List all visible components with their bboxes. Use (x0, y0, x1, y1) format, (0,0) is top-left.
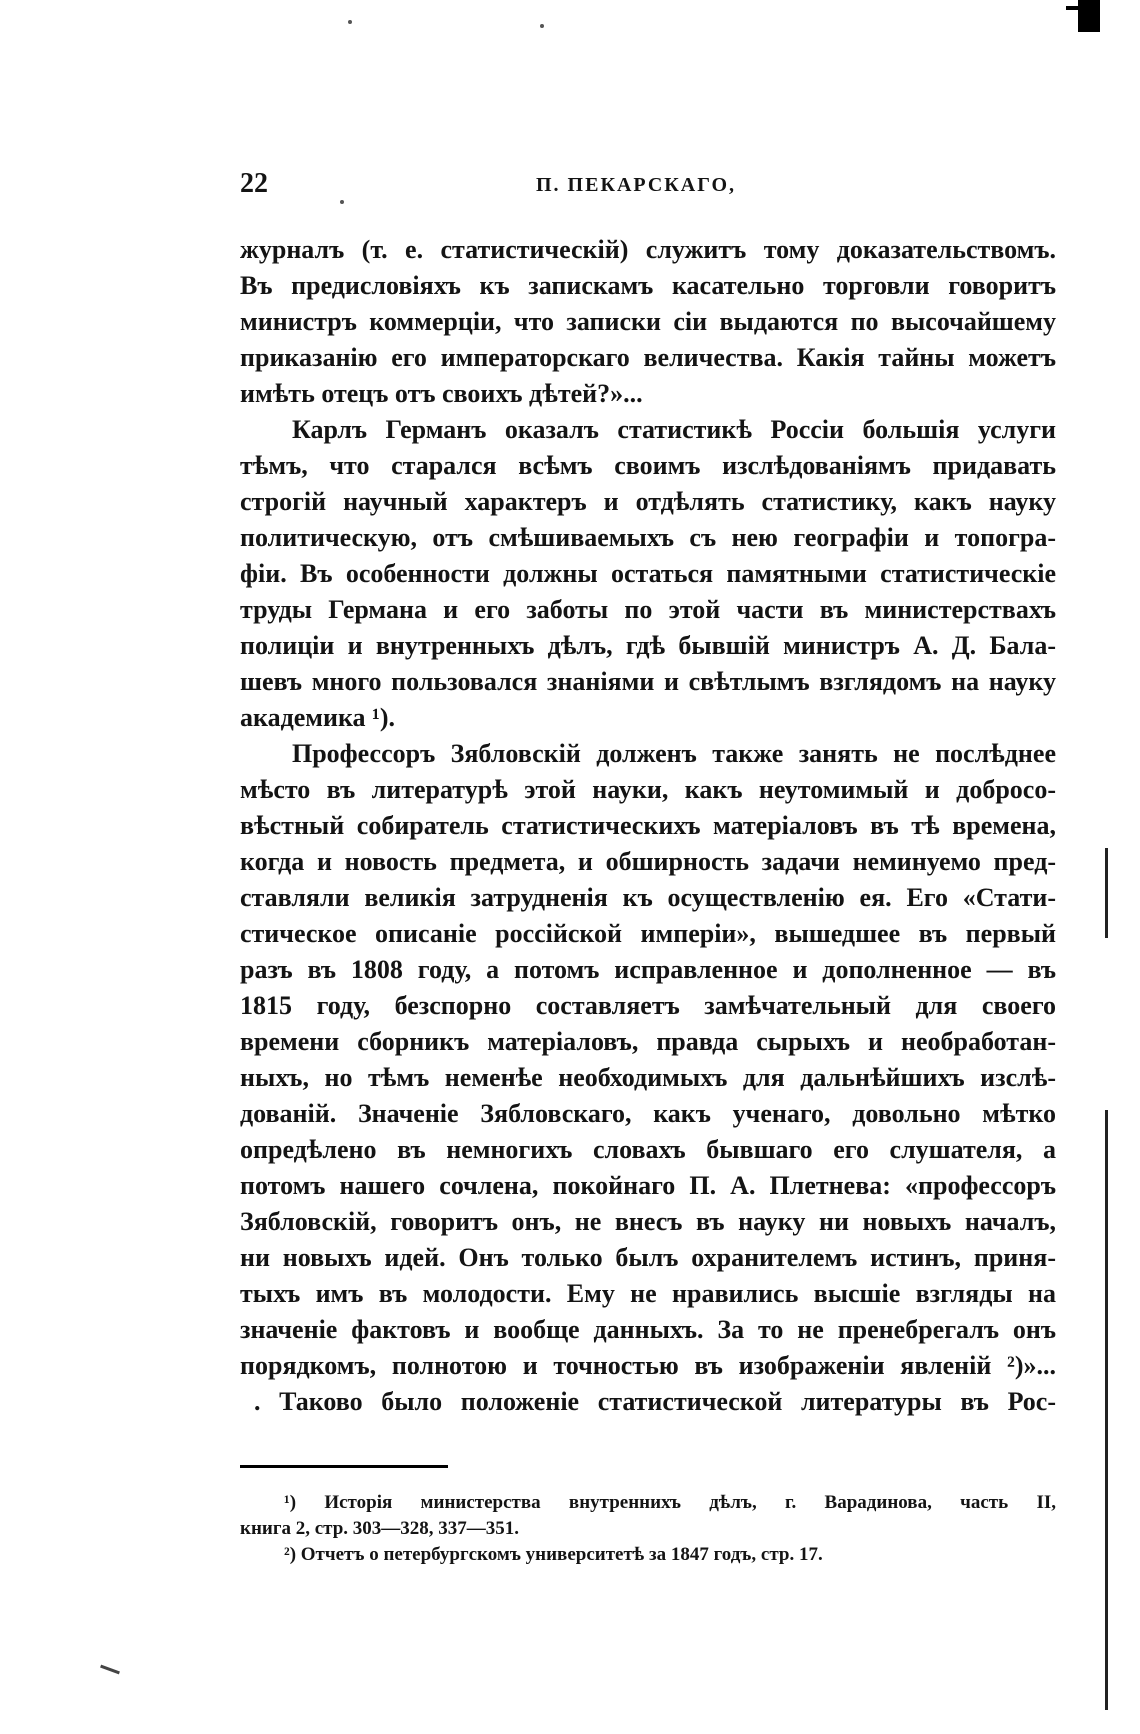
page-number: 22 (240, 168, 268, 199)
text-line: академика ¹). (240, 703, 396, 732)
text-line: тѣмъ, что старался всѣмъ своимъ изслѣдованіямъ придавать (240, 451, 1056, 480)
footnote-line: книга 2, стр. 303—328, 337—351. (240, 1518, 520, 1539)
text-line: полиціи и внутренныхъ дѣлъ, гдѣ бывшій министръ А. Д. Бала- (240, 631, 1056, 660)
text-line: ныхъ, но тѣмъ неменѣе необходимыхъ для дальнѣйшихъ изслѣ- (240, 1063, 1056, 1092)
text-line: разъ въ 1808 году, а потомъ исправленное и дополненное — въ (240, 955, 1056, 984)
text-line: труды Германа и его заботы по этой части въ министерствахъ (240, 595, 1056, 624)
text-line: ни новыхъ идей. Онъ только былъ охранителемъ истинъ, приня- (240, 1243, 1056, 1272)
text-line: строгій научный характеръ и отдѣлять статистику, какъ науку (240, 487, 1056, 516)
text-line: . Таково было положеніе статистической литературы въ Рос- (254, 1387, 1056, 1416)
text-line: Карлъ Германъ оказалъ статистикѣ Россіи большія услуги (292, 415, 1056, 444)
text-line: потомъ нашего сочлена, покойнаго П. А. Плетнева: «профессоръ (240, 1171, 1056, 1200)
text-line: Зябловскій, говоритъ онъ, не внесъ въ науку ни новыхъ началъ, (240, 1207, 1056, 1236)
text-line: опредѣлено въ немногихъ словахъ бывшаго его слушателя, а (240, 1135, 1056, 1164)
text-line: политическую, отъ смѣшиваемыхъ съ нею географіи и топогра- (240, 523, 1056, 552)
text-line: порядкомъ, полнотою и точностью въ изображеніи явленій ²)»... (240, 1351, 1056, 1380)
corner-scan-mark (1078, 0, 1100, 32)
footnote-line: ²) Отчетъ о петербургскомъ университетѣ за 1847 годъ, стр. 17. (284, 1544, 823, 1565)
body-text (240, 232, 1056, 1420)
scan-edge-line (1105, 1110, 1108, 1710)
scan-speck (348, 20, 352, 24)
text-line: Профессоръ Зябловскій долженъ также занять не послѣднее (292, 739, 1056, 768)
text-line: ставляли великія затрудненія къ осуществленію ея. Его «Стати- (240, 883, 1056, 912)
text-line: времени сборникъ матеріаловъ, правда сырыхъ и необработан- (240, 1027, 1056, 1056)
text-line: дованій. Значеніе Зябловскаго, какъ ученаго, довольно мѣтко (240, 1099, 1056, 1128)
text-line: вѣстный собиратель статистическихъ матеріаловъ въ тѣ времена, (240, 811, 1056, 840)
scan-speck (540, 24, 544, 28)
text-line: когда и новость предмета, и обширность задачи неминуемо пред- (240, 847, 1056, 876)
scan-speck (100, 1665, 120, 1675)
text-line: тыхъ имъ въ молодости. Ему не нравились высшіе взгляды на (240, 1279, 1056, 1308)
text-line: министръ коммерціи, что записки сіи выдаются по высочайшему (240, 307, 1056, 336)
running-head: П. ПЕКАРСКАГО, (536, 174, 737, 196)
text-line: шевъ много пользовался знаніями и свѣтлымъ взглядомъ на науку (240, 667, 1056, 696)
footnote-line: ¹) Исторія министерства внутреннихъ дѣлъ, г. Варадинова, часть II, (284, 1492, 1056, 1513)
scan-edge-line (1105, 848, 1108, 938)
footnotes (240, 1490, 1056, 1568)
text-line: приказанію его императорскаго величества. Какія тайны можетъ (240, 343, 1056, 372)
text-line: журналъ (т. е. статистическій) служитъ тому доказательствомъ. (240, 235, 1056, 264)
page-header (240, 168, 1040, 208)
text-line: значеніе фактовъ и вообще данныхъ. За то не пренебрегалъ онъ (240, 1315, 1056, 1344)
text-line: фіи. Въ особенности должны остаться памятными статистическіе (240, 559, 1056, 588)
text-line: Въ предисловіяхъ къ запискамъ касательно торговли говоритъ (240, 271, 1056, 300)
text-line: мѣсто въ литературѣ этой науки, какъ неутомимый и добросо- (240, 775, 1056, 804)
text-line: стическое описаніе россійской имперіи», вышедшее въ первый (240, 919, 1056, 948)
text-line: имѣть отецъ отъ своихъ дѣтей?»... (240, 379, 643, 408)
text-line: 1815 году, безспорно составляетъ замѣчательный для своего (240, 991, 1056, 1020)
footnote-rule (240, 1465, 448, 1468)
